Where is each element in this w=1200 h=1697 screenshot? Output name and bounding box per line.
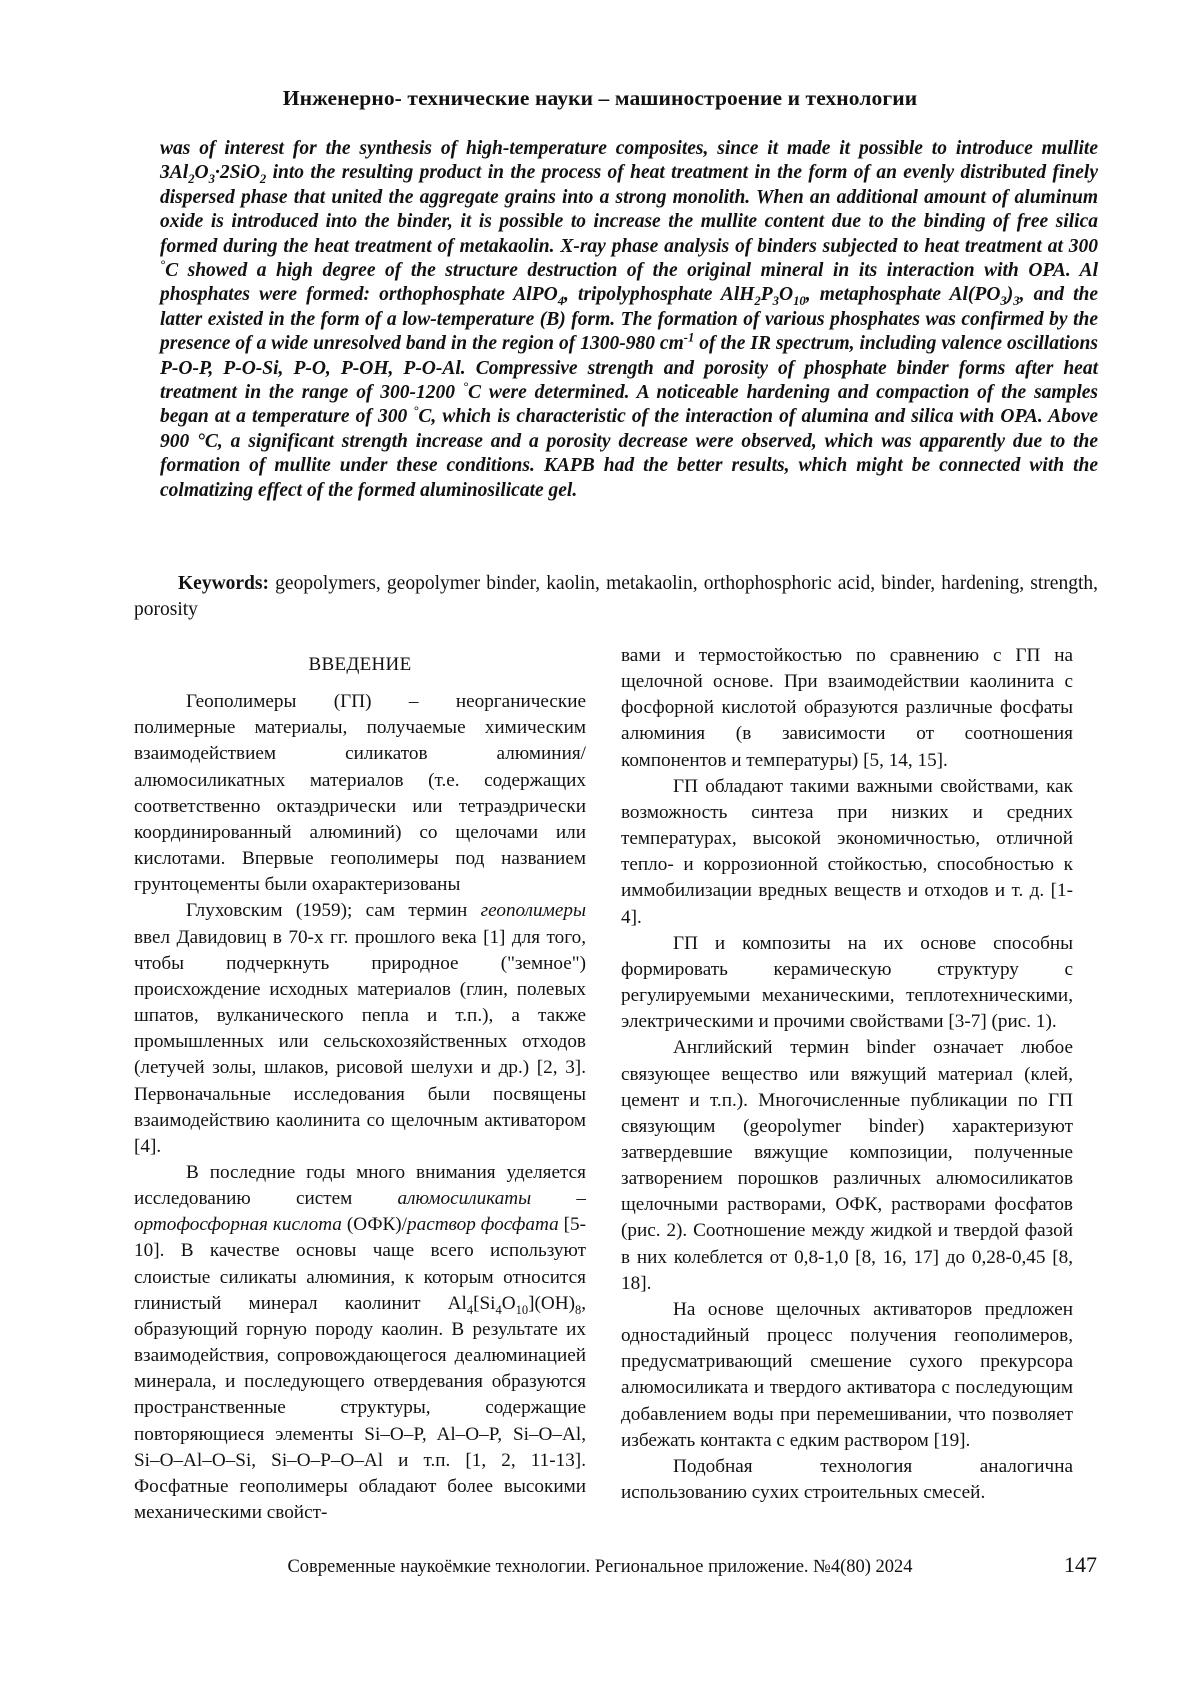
text-segment: ](OH) [528, 1292, 575, 1314]
abstract-segment: into the resulting product in the process of heat treatment in the form of an evenly distributed finely dispersed phase that united the aggregate grains into a strong monolith. When an additional amount of aluminum oxide is introduced into the binder, it is possible to increase the mullite content due to the binding of free silica formed during the heat treatment of metakaolin. X-ray phase analysis of binders subjected to heat treatment at 300 [160, 162, 1098, 257]
paragraph: Геополимеры (ГП) – неорганические полимерные материалы, получаемые химическим взаимодействием силикатов алюминия/ алюмосиликатных материалов (т.е. содержащих соответственно октаэдрически или тетраэдрически координированный алюминий) со щелочами или кислотами. Впервые геополимеры под названием грунтоцементы были охарактеризованы [134, 691, 586, 896]
text-segment: ввел Давидовиц в 70-х гг. прошлого века [1] для того, чтобы подчеркнуть природное ("земное") происхождение исходных материалов (глин, полевых шпатов, вулканического пепла и т.п.), а также промышленных или сельскохозяйственных отходов (летучей золы, шлаков, рисовой шелухи и др.) [2, 3]. Первоначальные исследования были посвящены взаимодействию каолинита со щелочным активатором [4]. [134, 926, 586, 1157]
paragraph [134, 898, 586, 1160]
abstract-segment: P [760, 284, 773, 306]
subscript: 2 [259, 172, 267, 187]
paragraph: На основе щелочных активаторов предложен одностадийный процесс получения геополимеров, предусматривающий смешение сухого прекурсора алюмосиликата и твердого активатора с последующим добавлением воды при перемешивании, что позволяет избежать контакта с едким раствором [19]. [621, 1298, 1073, 1451]
text-segment: , образующий горную породу каолин. В результате их взаимодействия, сопровождающегося деалюминацией минерала, и последующего отвердевания образуются пространственные структуры, содержащие повторяющиеся элементы Si–O–P, Al–O–P, Si–O–Al, Si–O–Al–O–Si, Si–O–P–O–Al и т.п. [1, 2, 11-13]. Фосфатные геополимеры обладают более высокими механическими свойст- [134, 1292, 586, 1523]
degree-sign: ° [462, 379, 468, 394]
paragraph [134, 1160, 586, 1526]
degree-sign: ° [413, 403, 419, 418]
paragraph: Английский термин binder означает любое связующее вещество или вяжущий материал (клей, цемент и т.п.). Многочисленные публикации по ГП связующим (geopolymer binder) характеризуют затвердевшие вяжущие композиции, полученные затворением порошков различных алюмосиликатов щелочными растворами, ОФК, растворами фосфатов (рис. 2). Соотношение между жидкой и твердой фазой в них колеблется от 0,8-1,0 [8, 16, 17] до 0,28-0,45 [8, 18]. [621, 1037, 1073, 1294]
abstract-segment: , and the latter existed in the form of a low-temperature (B) form. The formation of various phosphates was confirmed by the presence of a wide unresolved band in the region of 1300-980 cm [160, 284, 1098, 355]
abstract-segment: O [778, 284, 794, 306]
paragraph: ГП обладают такими важными свойствами, как возможность синтеза при низких и средних температурах, высокой экономичностью, отличной тепло- и коррозионной стойкостью, способностью к иммобилизации вредных веществ и отходов и т. д. [1-4]. [621, 775, 1073, 928]
subscript: 4 [466, 1302, 474, 1317]
text-segment: Глуховским (1959); сам термин [186, 900, 481, 922]
italic-term: раствор фосфата [407, 1214, 559, 1236]
journal-footer: Современные наукоёмкие технологии. Региональное приложение. №4(80) 2024 [287, 1557, 913, 1577]
text-segment: [5-10]. В качестве основы чаще всего используют слоистые силикаты алюминия, к которым относится глинистый минерал каолинит Al [134, 1214, 586, 1314]
keywords-label: Keywords: [178, 573, 269, 594]
subscript: 3 [208, 172, 215, 187]
paragraph: Подобная технология аналогична использованию сухих строительных смесей. [621, 1455, 1073, 1503]
abstract-segment: , metaphosphate Al(PO [805, 284, 1001, 306]
abstract-segment: O [194, 162, 209, 184]
text-segment: O [501, 1292, 516, 1314]
abstract-segment: C were determined. A noticeable hardening and compaction of the samples began at a temperature of 300 [160, 382, 1098, 428]
subscript: 4 [495, 1302, 502, 1317]
abstract-segment: , tripolyphosphate AlH [564, 284, 755, 306]
paragraph: ГП и композиты на их основе способны формировать керамическую структуру с регулируемыми механическими, теплотехническими, электрическими и прочими свойствами [3-7] (рис. 1). [621, 932, 1073, 1033]
subscript: 3 [1013, 294, 1020, 309]
subscript: 3 [772, 294, 779, 309]
page-number: 147 [1064, 1552, 1097, 1577]
subscript: 10 [793, 294, 806, 309]
subscript: 4 [557, 294, 565, 309]
right-column [621, 643, 1073, 1506]
italic-term: алюмосиликаты – ортофосфорная кислота [134, 1188, 586, 1236]
text-segment: (ОФК)/ [341, 1214, 407, 1236]
abstract-segment: C showed a high degree of the structure destruction of the original mineral in its interaction with OPA. Al phosphates were formed: orthophosphate AlPO [160, 260, 1098, 306]
subscript: 3 [1000, 294, 1007, 309]
superscript: -1 [683, 330, 695, 345]
abstract-text [160, 137, 1098, 503]
keywords [134, 571, 1098, 623]
abstract-segment: was of interest for the synthesis of high-temperature composites, since it made it possible to introduce mullite 3Al [160, 138, 1098, 184]
paragraph: вами и термостойкостью по сравнению с ГП на щелочной основе. При взаимодействии каолинита с фосфорной кислотой образуются различные фосфаты алюминия (в зависимости от соотношения компонентов и температуры) [5, 14, 15]. [621, 645, 1073, 771]
keywords-text: geopolymers, geopolymer binder, kaolin, metakaolin, orthophosphoric acid, binder, hardening, strength, porosity [134, 573, 1098, 620]
subscript: 8 [574, 1302, 582, 1317]
subscript: 2 [754, 294, 761, 309]
subscript: 10 [515, 1302, 529, 1317]
section-title: ВВЕДЕНИЕ [308, 654, 412, 675]
running-header: Инженерно- технические науки – машиностроение и технологии [282, 86, 918, 110]
italic-term: геополимеры [480, 900, 586, 922]
abstract-segment: C, which is characteristic of the interaction of alumina and silica with OPA. Above 900 °C, a significant strength increase and a porosity decrease were observed, which was apparently due to the formation of mullite under these conditions. KAPB had the better results, which might be connected with the colmatizing effect of the formed aluminosilicate gel. [160, 406, 1099, 501]
abstract-segment: ) [1006, 284, 1014, 306]
abstract-segment: of the IR spectrum, including valence oscillations P-O-P, P-O-Si, P-O, P-OH, P-O-Al. Compressive strength and porosity of phosphate binder forms after heat treatment in the range of 300-1200 [160, 333, 1098, 404]
text-segment: [Si [473, 1292, 496, 1314]
text-segment: В последние годы много внимания уделяется исследованию систем [134, 1161, 586, 1210]
subscript: 2 [188, 172, 195, 187]
abstract-segment: ·2SiO [214, 162, 260, 184]
degree-sign: ° [160, 257, 166, 272]
left-column [134, 652, 586, 1526]
